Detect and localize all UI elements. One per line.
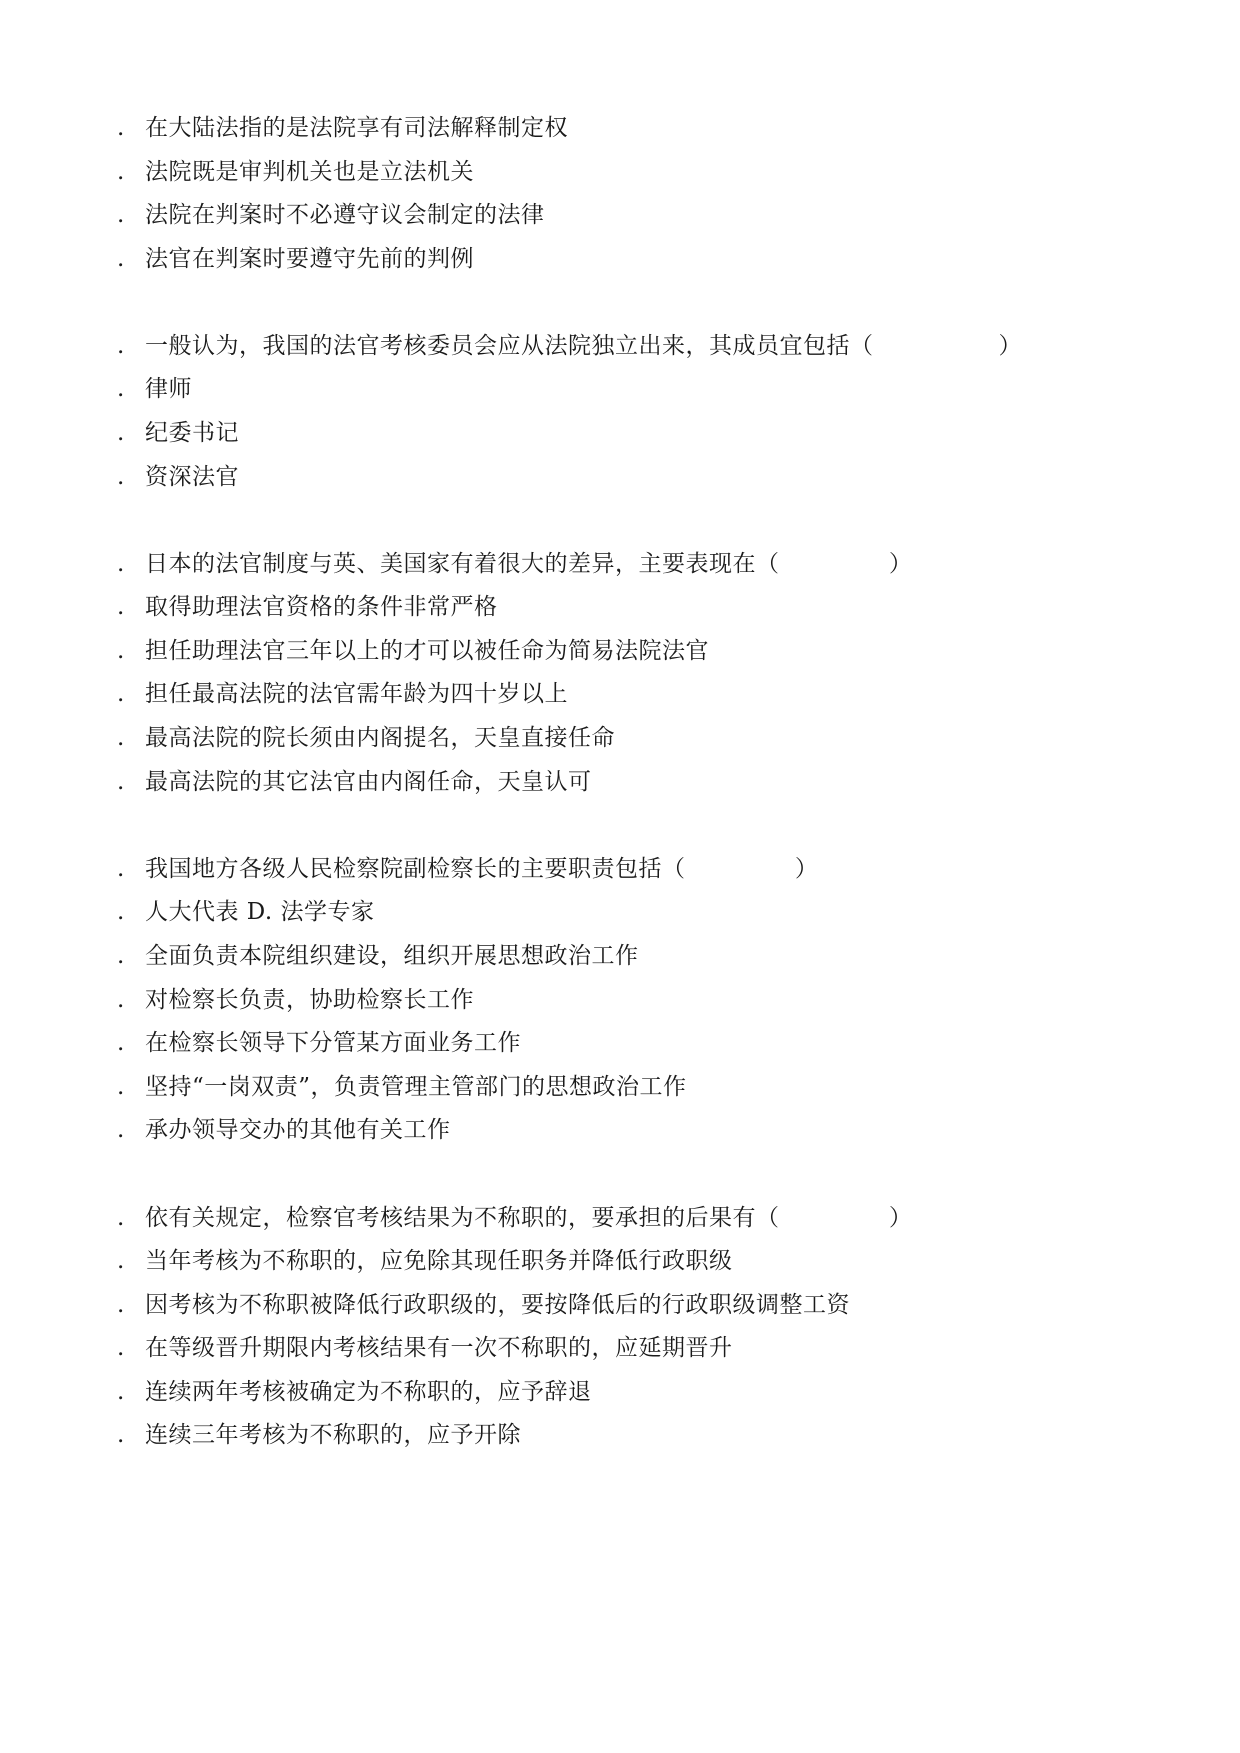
option-line — [117, 154, 474, 190]
bullet: . — [117, 638, 125, 664]
option-text: 当年考核为不称职的，应免除其现任职务并降低行政职级 — [145, 1248, 733, 1274]
bullet: . — [117, 246, 125, 272]
question-line — [117, 851, 818, 887]
option-text: 连续两年考核被确定为不称职的，应予辞退 — [145, 1379, 592, 1405]
option-text: 连续三年考核为不称职的，应予开除 — [145, 1422, 521, 1448]
option-line — [117, 415, 239, 451]
option-line — [117, 110, 568, 146]
bullet: . — [117, 856, 125, 882]
bullet: . — [117, 681, 125, 707]
bullet: . — [117, 1030, 125, 1056]
option-text: 担任助理法官三年以上的才可以被任命为简易法院法官 — [145, 638, 709, 664]
bullet: . — [117, 725, 125, 751]
bullet: . — [117, 1335, 125, 1361]
bullet: . — [117, 943, 125, 969]
bullet: . — [117, 115, 125, 141]
bullet: . — [117, 1248, 125, 1274]
bullet: . — [117, 333, 125, 359]
option-line — [117, 1243, 733, 1279]
option-line — [117, 1112, 451, 1148]
option-line — [117, 1069, 687, 1105]
option-line — [117, 676, 568, 712]
bullet: . — [117, 1117, 125, 1143]
option-text: 最高法院的其它法官由内阁任命，天皇认可 — [145, 769, 592, 795]
bullet: . — [117, 987, 125, 1013]
bullet: . — [117, 376, 125, 402]
bullet: . — [117, 159, 125, 185]
option-text: 对检察长负责，协助检察长工作 — [145, 987, 474, 1013]
option-line — [117, 241, 474, 277]
option-line — [117, 1025, 521, 1061]
option-line — [117, 1330, 733, 1366]
option-line — [117, 1287, 850, 1323]
question-text: 日本的法官制度与英、美国家有着很大的差异，主要表现在（ ） — [145, 551, 913, 577]
option-line — [117, 1374, 592, 1410]
option-line — [117, 894, 375, 930]
bullet: . — [117, 1292, 125, 1318]
option-text: 法官在判案时要遵守先前的判例 — [145, 246, 474, 272]
option-line — [117, 633, 709, 669]
bullet: . — [117, 464, 125, 490]
bullet: . — [117, 1379, 125, 1405]
option-text: 法院既是审判机关也是立法机关 — [145, 159, 474, 185]
option-line — [117, 459, 239, 495]
question-line — [117, 328, 1022, 364]
option-line — [117, 197, 545, 233]
question-text: 我国地方各级人民检察院副检察长的主要职责包括（ ） — [145, 856, 819, 882]
option-text: 全面负责本院组织建设，组织开展思想政治工作 — [145, 943, 639, 969]
question-text: 一般认为，我国的法官考核委员会应从法院独立出来，其成员宜包括（ ） — [145, 333, 1022, 359]
bullet: . — [117, 1074, 125, 1100]
option-line — [117, 589, 498, 625]
question-text: 依有关规定，检察官考核结果为不称职的，要承担的后果有（ ） — [145, 1205, 913, 1231]
option-text: 承办领导交办的其他有关工作 — [145, 1117, 451, 1143]
option-line — [117, 720, 615, 756]
option-text: 在检察长领导下分管某方面业务工作 — [145, 1030, 521, 1056]
bullet: . — [117, 202, 125, 228]
option-text: 法院在判案时不必遵守议会制定的法律 — [145, 202, 545, 228]
option-text: 在大陆法指的是法院享有司法解释制定权 — [145, 115, 568, 141]
option-text: 因考核为不称职被降低行政职级的，要按降低后的行政职级调整工资 — [145, 1292, 850, 1318]
bullet: . — [117, 1422, 125, 1448]
bullet: . — [117, 551, 125, 577]
question-line — [117, 546, 912, 582]
bullet: . — [117, 420, 125, 446]
option-text: 最高法院的院长须由内阁提名，天皇直接任命 — [145, 725, 615, 751]
option-line — [117, 764, 592, 800]
option-text: 人大代表 D. 法学专家 — [145, 899, 375, 925]
option-text: 担任最高法院的法官需年龄为四十岁以上 — [145, 681, 568, 707]
option-line — [117, 982, 474, 1018]
bullet: . — [117, 1205, 125, 1231]
option-text: 在等级晋升期限内考核结果有一次不称职的，应延期晋升 — [145, 1335, 733, 1361]
option-line — [117, 938, 639, 974]
option-text: 律师 — [145, 376, 192, 402]
bullet: . — [117, 594, 125, 620]
question-line — [117, 1200, 912, 1236]
bullet: . — [117, 769, 125, 795]
option-text: 纪委书记 — [145, 420, 239, 446]
option-line — [117, 371, 192, 407]
option-text: 取得助理法官资格的条件非常严格 — [145, 594, 498, 620]
option-text: 资深法官 — [145, 464, 239, 490]
option-line — [117, 1417, 521, 1453]
bullet: . — [117, 899, 125, 925]
option-text: 坚持“一岗双责”，负责管理主管部门的思想政治工作 — [145, 1074, 687, 1100]
